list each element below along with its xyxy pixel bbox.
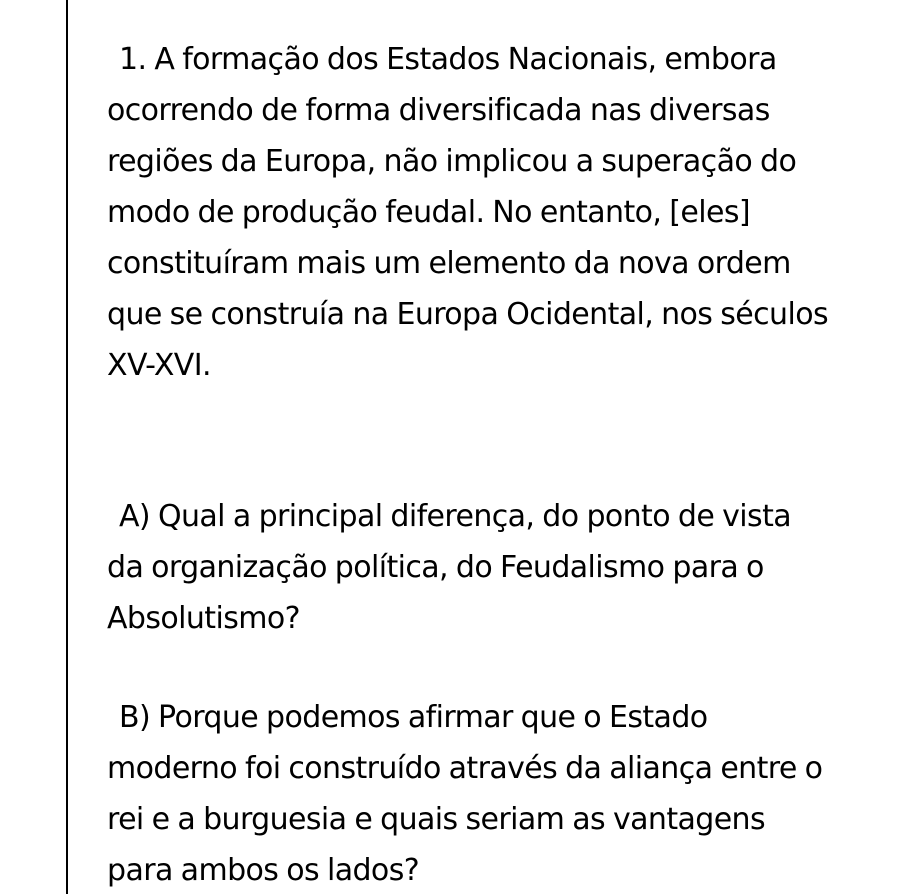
question-1-line: modo de produção feudal. No entanto, [eles] — [107, 195, 750, 230]
question-1-line: 1. A formação dos Estados Nacionais, embora — [119, 42, 777, 77]
part-b-line: para ambos os lados? — [107, 853, 420, 888]
left-margin-rule — [66, 0, 68, 894]
question-1-line: constituíram mais um elemento da nova ordem — [107, 246, 791, 281]
part-a-paragraph — [107, 491, 907, 644]
question-1-line: regiões da Europa, não implicou a superação do — [107, 144, 797, 179]
part-a-line: da organização política, do Feudalismo para o — [107, 550, 764, 585]
part-b-line: moderno foi construído através da aliança entre o — [107, 751, 823, 786]
paragraph-spacer — [107, 391, 907, 491]
part-b-line: rei e a burguesia e quais seriam as vantagens — [107, 802, 766, 837]
part-b-paragraph — [107, 692, 907, 894]
question-1-paragraph — [107, 34, 907, 391]
part-b-line: B) Porque podemos afirmar que o Estado — [119, 700, 708, 735]
question-1-line: que se construía na Europa Ocidental, nos séculos — [107, 297, 828, 332]
question-1-line: XV-XVI. — [107, 348, 211, 383]
part-a-line: Absolutismo? — [107, 601, 300, 636]
paragraph-spacer — [107, 644, 907, 692]
question-1-line: ocorrendo de forma diversificada nas diversas — [107, 93, 770, 128]
document-content — [107, 34, 907, 894]
part-a-line: A) Qual a principal diferença, do ponto de vista — [119, 499, 792, 534]
